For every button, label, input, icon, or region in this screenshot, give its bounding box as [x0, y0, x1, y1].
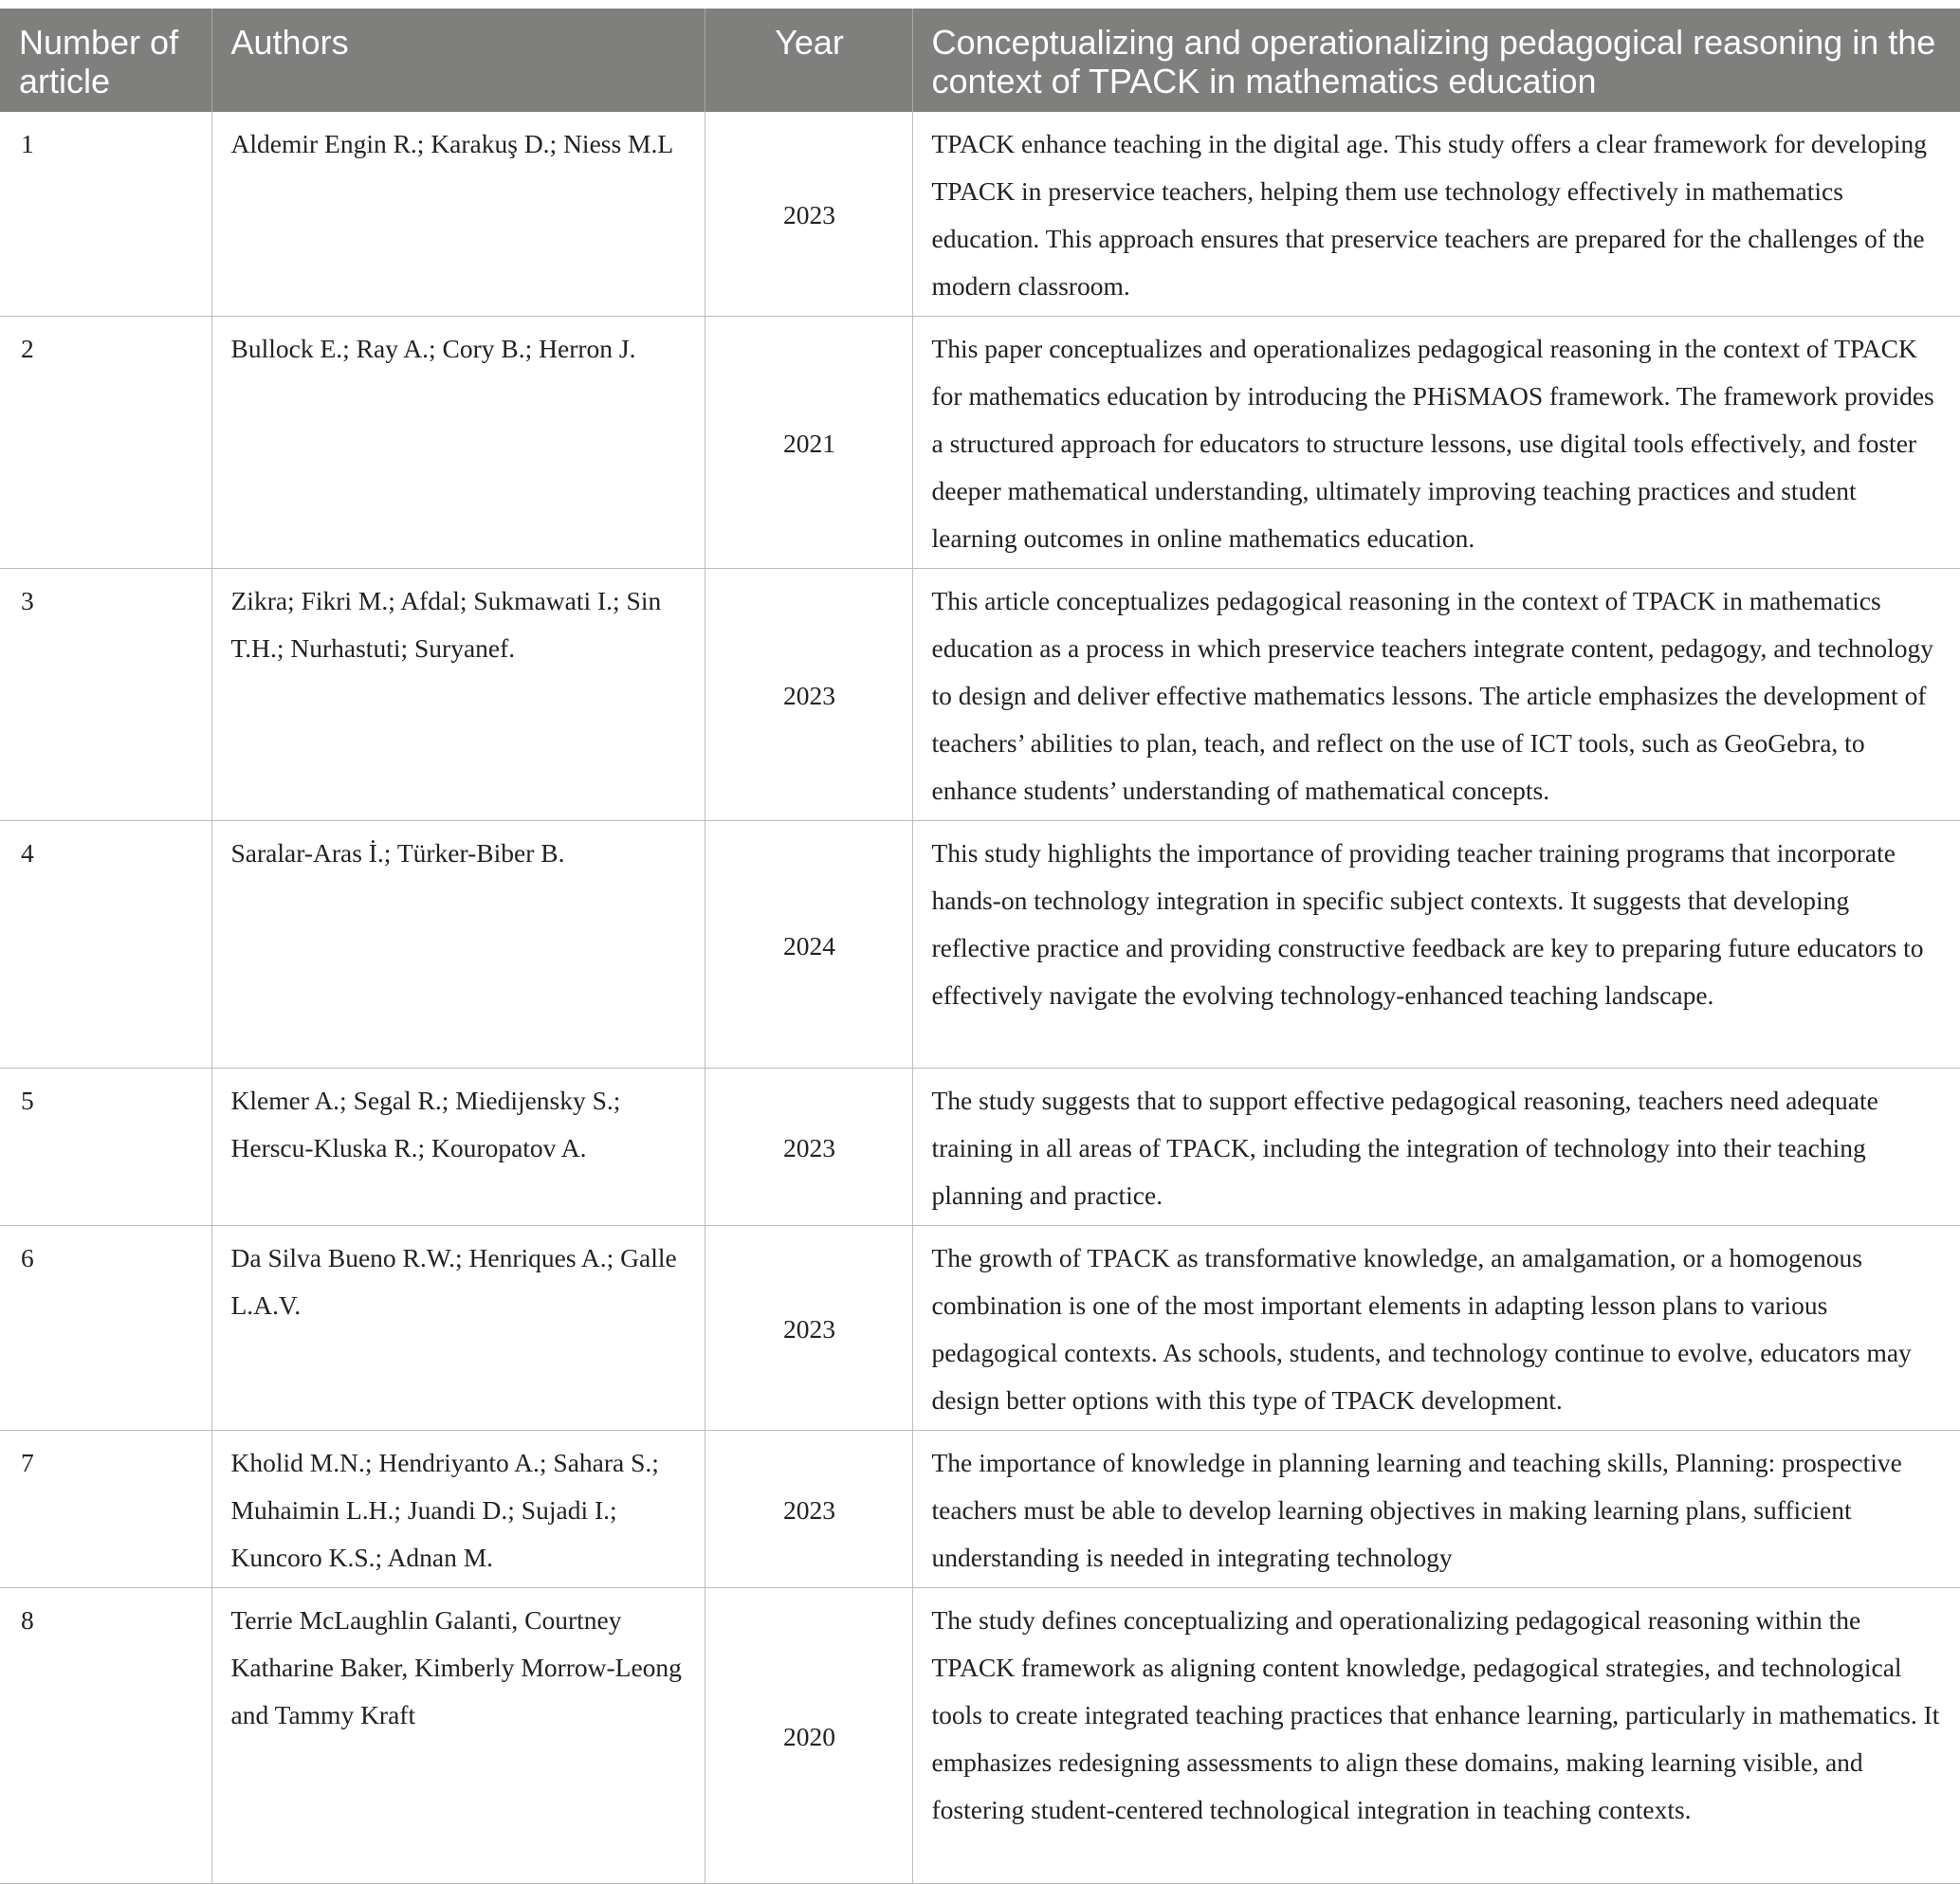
cell-authors: Terrie McLaughlin Galanti, Courtney Katharine Baker, Kimberly Morrow-Leong and Tammy Kraft — [211, 1588, 705, 1884]
cell-summary: The growth of TPACK as transformative knowledge, an amalgamation, or a homogenous combination is one of the most important elements in adapting lesson plans to various pedagogical contexts. As schools, students, and technology continue to evolve, educators may design better options with this type of TPACK development. — [912, 1226, 1960, 1431]
cell-number: 5 — [0, 1069, 211, 1226]
articles-table — [0, 9, 1960, 1884]
cell-year: 2023 — [705, 1226, 912, 1431]
table-header — [0, 9, 1960, 112]
header-year: Year — [705, 9, 912, 112]
cell-authors: Da Silva Bueno R.W.; Henriques A.; Galle L.A.V. — [211, 1226, 705, 1431]
cell-year: 2021 — [705, 317, 912, 569]
table-row — [0, 821, 1960, 1069]
cell-number: 8 — [0, 1588, 211, 1884]
cell-authors: Klemer A.; Segal R.; Miedijensky S.; Herscu-Kluska R.; Kouropatov A. — [211, 1069, 705, 1226]
cell-summary: This paper conceptualizes and operationalizes pedagogical reasoning in the context of TPACK for mathematics education by introducing the PHiSMAOS framework. The framework provides a structured approach for educators to structure lessons, use digital tools effectively, and foster deeper mathematical understanding, ultimately improving teaching practices and student learning outcomes in online mathematics education. — [912, 317, 1960, 569]
cell-summary: This article conceptualizes pedagogical reasoning in the context of TPACK in mathematics education as a process in which preservice teachers integrate content, pedagogy, and technology to design and deliver effective mathematics lessons. The article emphasizes the development of teachers’ abilities to plan, teach, and reflect on the use of ICT tools, such as GeoGebra, to enhance students’ understanding of mathematical concepts. — [912, 569, 1960, 821]
cell-authors: Aldemir Engin R.; Karakuş D.; Niess M.L — [211, 112, 705, 317]
articles-table-container — [0, 9, 1960, 1884]
cell-year: 2023 — [705, 1069, 912, 1226]
header-summary: Conceptualizing and operationalizing pedagogical reasoning in the context of TPACK in mathematics education — [912, 9, 1960, 112]
table-row — [0, 317, 1960, 569]
cell-authors: Kholid M.N.; Hendriyanto A.; Sahara S.; Muhaimin L.H.; Juandi D.; Sujadi I.; Kuncoro K.S.; Adnan M. — [211, 1431, 705, 1588]
cell-summary: The importance of knowledge in planning learning and teaching skills, Planning: prospective teachers must be able to develop learning objectives in making learning plans, sufficient understanding is needed in integrating technology — [912, 1431, 1960, 1588]
table-row — [0, 569, 1960, 821]
cell-summary: TPACK enhance teaching in the digital age. This study offers a clear framework for developing TPACK in preservice teachers, helping them use technology effectively in mathematics education. This approach ensures that preservice teachers are prepared for the challenges of the modern classroom. — [912, 112, 1960, 317]
cell-number: 6 — [0, 1226, 211, 1431]
cell-number: 4 — [0, 821, 211, 1069]
cell-number: 2 — [0, 317, 211, 569]
table-row — [0, 112, 1960, 317]
cell-year: 2024 — [705, 821, 912, 1069]
cell-summary: This study highlights the importance of providing teacher training programs that incorporate hands-on technology integration in specific subject contexts. It suggests that developing reflective practice and providing constructive feedback are key to preparing future educators to effectively navigate the evolving technology-enhanced teaching landscape. — [912, 821, 1960, 1069]
cell-summary: The study defines conceptualizing and operationalizing pedagogical reasoning within the TPACK framework as aligning content knowledge, pedagogical strategies, and technological tools to create integrated teaching practices that enhance learning, particularly in mathematics. It emphasizes redesigning assessments to align these domains, making learning visible, and fostering student-centered technological integration in teaching contexts. — [912, 1588, 1960, 1884]
table-body — [0, 112, 1960, 1884]
cell-authors: Zikra; Fikri M.; Afdal; Sukmawati I.; Sin T.H.; Nurhastuti; Suryanef. — [211, 569, 705, 821]
table-row — [0, 1226, 1960, 1431]
cell-authors: Bullock E.; Ray A.; Cory B.; Herron J. — [211, 317, 705, 569]
header-authors: Authors — [211, 9, 705, 112]
table-row — [0, 1588, 1960, 1884]
table-row — [0, 1069, 1960, 1226]
cell-summary: The study suggests that to support effective pedagogical reasoning, teachers need adequate training in all areas of TPACK, including the integration of technology into their teaching planning and practice. — [912, 1069, 1960, 1226]
header-number-of-article: Number of article — [0, 9, 211, 112]
cell-authors: Saralar-Aras İ.; Türker-Biber B. — [211, 821, 705, 1069]
header-row — [0, 9, 1960, 112]
cell-number: 7 — [0, 1431, 211, 1588]
cell-year: 2020 — [705, 1588, 912, 1884]
cell-year: 2023 — [705, 569, 912, 821]
cell-number: 3 — [0, 569, 211, 821]
cell-year: 2023 — [705, 112, 912, 317]
cell-number: 1 — [0, 112, 211, 317]
cell-year: 2023 — [705, 1431, 912, 1588]
table-row — [0, 1431, 1960, 1588]
